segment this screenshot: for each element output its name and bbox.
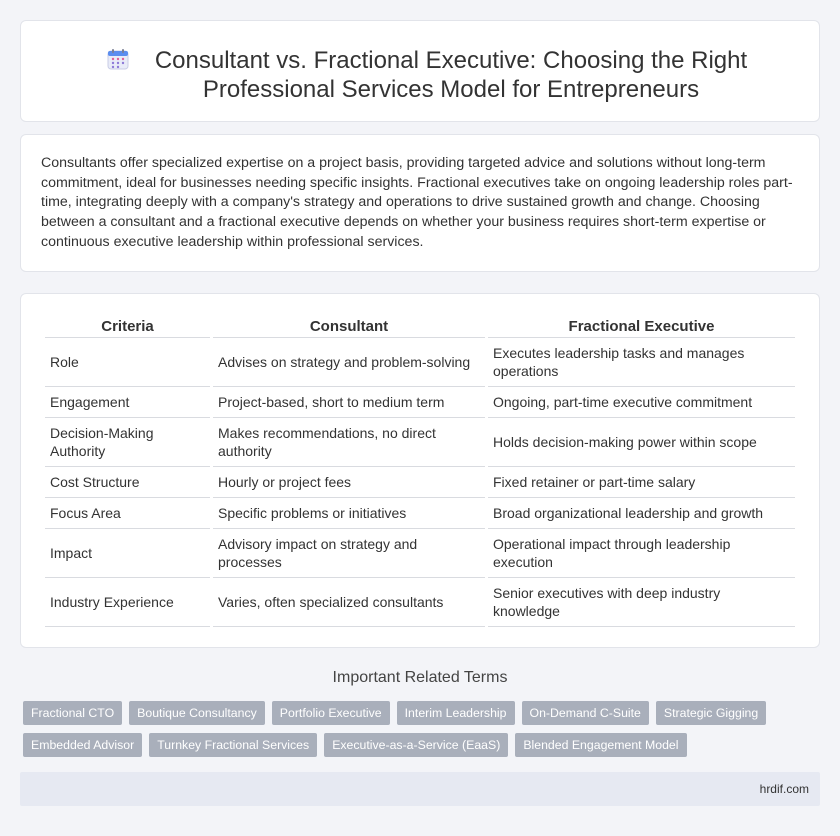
tag-portfolio-executive[interactable]: Portfolio Executive bbox=[272, 701, 390, 725]
table-cell: Advises on strategy and problem-solving bbox=[213, 338, 485, 387]
tag-row bbox=[23, 701, 813, 725]
tag-blended-engagement-model[interactable]: Blended Engagement Model bbox=[515, 733, 686, 757]
tag-row bbox=[23, 733, 813, 757]
table-row bbox=[45, 418, 795, 467]
table-cell: Executes leadership tasks and manages operations bbox=[488, 338, 795, 387]
table-row bbox=[45, 338, 795, 387]
tag-executive-as-a-service[interactable]: Executive-as-a-Service (EaaS) bbox=[324, 733, 508, 757]
footer-site-link[interactable]: hrdif.com bbox=[759, 782, 809, 796]
comparison-card bbox=[20, 293, 820, 648]
table-cell: Holds decision-making power within scope bbox=[488, 418, 795, 467]
tag-embedded-advisor[interactable]: Embedded Advisor bbox=[23, 733, 142, 757]
related-terms-tags bbox=[23, 701, 813, 765]
intro-card bbox=[20, 134, 820, 272]
table-cell: Industry Experience bbox=[45, 578, 210, 627]
column-header-criteria: Criteria bbox=[45, 314, 210, 338]
footer bbox=[20, 772, 820, 806]
table-row bbox=[45, 387, 795, 418]
tag-on-demand-c-suite[interactable]: On-Demand C-Suite bbox=[522, 701, 649, 725]
title-card bbox=[20, 20, 820, 122]
table-cell: Hourly or project fees bbox=[213, 467, 485, 498]
related-terms-heading: Important Related Terms bbox=[332, 669, 508, 686]
tag-fractional-cto[interactable]: Fractional CTO bbox=[23, 701, 122, 725]
table-row bbox=[45, 467, 795, 498]
table-row bbox=[45, 578, 795, 627]
table-cell: Engagement bbox=[45, 387, 210, 418]
table-cell: Ongoing, part-time executive commitment bbox=[488, 387, 795, 418]
comparison-table bbox=[42, 314, 798, 627]
table-cell: Fixed retainer or part-time salary bbox=[488, 467, 795, 498]
table-cell: Senior executives with deep industry knowledge bbox=[488, 578, 795, 627]
column-header-consultant: Consultant bbox=[213, 314, 485, 338]
table-header-row bbox=[45, 314, 795, 338]
tag-turnkey-fractional-services[interactable]: Turnkey Fractional Services bbox=[149, 733, 317, 757]
column-header-fractional-executive: Fractional Executive bbox=[488, 314, 795, 338]
table-cell: Project-based, short to medium term bbox=[213, 387, 485, 418]
table-cell: Role bbox=[45, 338, 210, 387]
table-cell: Operational impact through leadership execution bbox=[488, 529, 795, 578]
tag-interim-leadership[interactable]: Interim Leadership bbox=[397, 701, 515, 725]
table-cell: Decision-Making Authority bbox=[45, 418, 210, 467]
table-cell: Cost Structure bbox=[45, 467, 210, 498]
table-row bbox=[45, 529, 795, 578]
intro-text: Consultants offer specialized expertise on a project basis, providing targeted advice and solutions without long-term commitment, ideal for businesses needing specific insights. Fractional executives take on ongoing leadership roles part-time, integrating deeply with a company's strategy and operations to drive sustained growth and change. Choosing between a consultant and a fractional executive depends on whether your business requires short-term expertise or continuous executive leadership within professional services. bbox=[41, 155, 793, 250]
table-cell: Advisory impact on strategy and processes bbox=[213, 529, 485, 578]
page-title: Consultant vs. Fractional Executive: Choosing the Right Professional Services Model for Entrepreneurs bbox=[154, 47, 748, 103]
table-cell: Makes recommendations, no direct authority bbox=[213, 418, 485, 467]
tag-boutique-consultancy[interactable]: Boutique Consultancy bbox=[129, 701, 265, 725]
table-cell: Impact bbox=[45, 529, 210, 578]
table-cell: Broad organizational leadership and growth bbox=[488, 498, 795, 529]
calendar-icon bbox=[107, 48, 129, 70]
table-row bbox=[45, 498, 795, 529]
tag-strategic-gigging[interactable]: Strategic Gigging bbox=[656, 701, 766, 725]
table-cell: Varies, often specialized consultants bbox=[213, 578, 485, 627]
table-cell: Specific problems or initiatives bbox=[213, 498, 485, 529]
table-cell: Focus Area bbox=[45, 498, 210, 529]
